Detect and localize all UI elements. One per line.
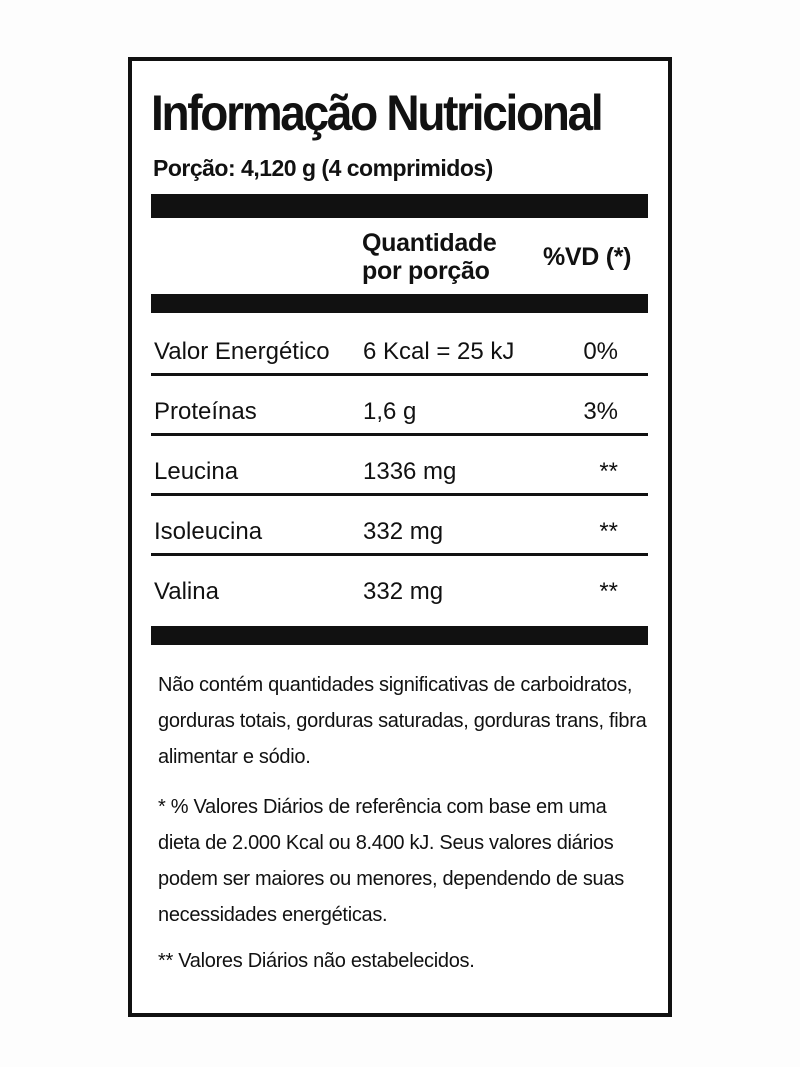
table-row [151,556,648,616]
nutrient-name: Leucina [154,458,239,485]
nutrient-amount: 332 mg [363,578,444,605]
footnotes [158,667,648,989]
not-established-note: ** Valores Diários não estabelecidos. [158,950,475,972]
nutrient-name: Valor Energético [154,338,330,365]
serving-size: Porção: 4,120 g (4 comprimidos) [153,155,493,181]
daily-value-column-header [543,243,631,271]
nutrient-daily-value: ** [599,578,618,605]
nutrient-amount: 6 Kcal = 25 kJ [363,338,515,365]
nutrient-daily-value: 0% [583,338,618,365]
nutrient-name: Isoleucina [154,518,263,545]
divider-bar-header [151,294,648,313]
table-row [151,496,648,556]
table-row [151,436,648,496]
label-title: Informação Nutricional [151,85,602,141]
nutrient-amount: 332 mg [363,518,444,545]
table-row [151,376,648,436]
nutrient-daily-value: ** [599,518,618,545]
daily-values-note: * % Valores Diários de referência com base em uma dieta de 2.000 Kcal ou 8.400 kJ. Seus valores diários podem ser maiores ou menores, dependendo de suas necessidades energéticas. [158,796,624,926]
quantity-header-line1: Quantidade [362,229,497,257]
divider-bar-bottom [151,626,648,645]
nutrient-daily-value: ** [599,458,618,485]
nutrient-daily-value: 3% [583,398,618,425]
nutrient-amount: 1336 mg [363,458,457,485]
nutrient-amount: 1,6 g [363,398,417,425]
table-row [151,316,648,376]
quantity-header-line2: por porção [362,257,490,285]
nutrition-facts-label [128,57,672,1017]
quantity-column-header [362,229,497,285]
daily-value-header: %VD (*) [543,243,632,271]
nutrient-table [151,316,648,616]
divider-bar-top [151,194,648,218]
not-significant-note: Não contém quantidades significativas de carboidratos, gorduras totais, gorduras saturadas, gorduras trans, fibra alimentar e sódio. [158,674,647,768]
nutrient-name: Valina [154,578,219,605]
nutrient-name: Proteínas [154,398,257,425]
